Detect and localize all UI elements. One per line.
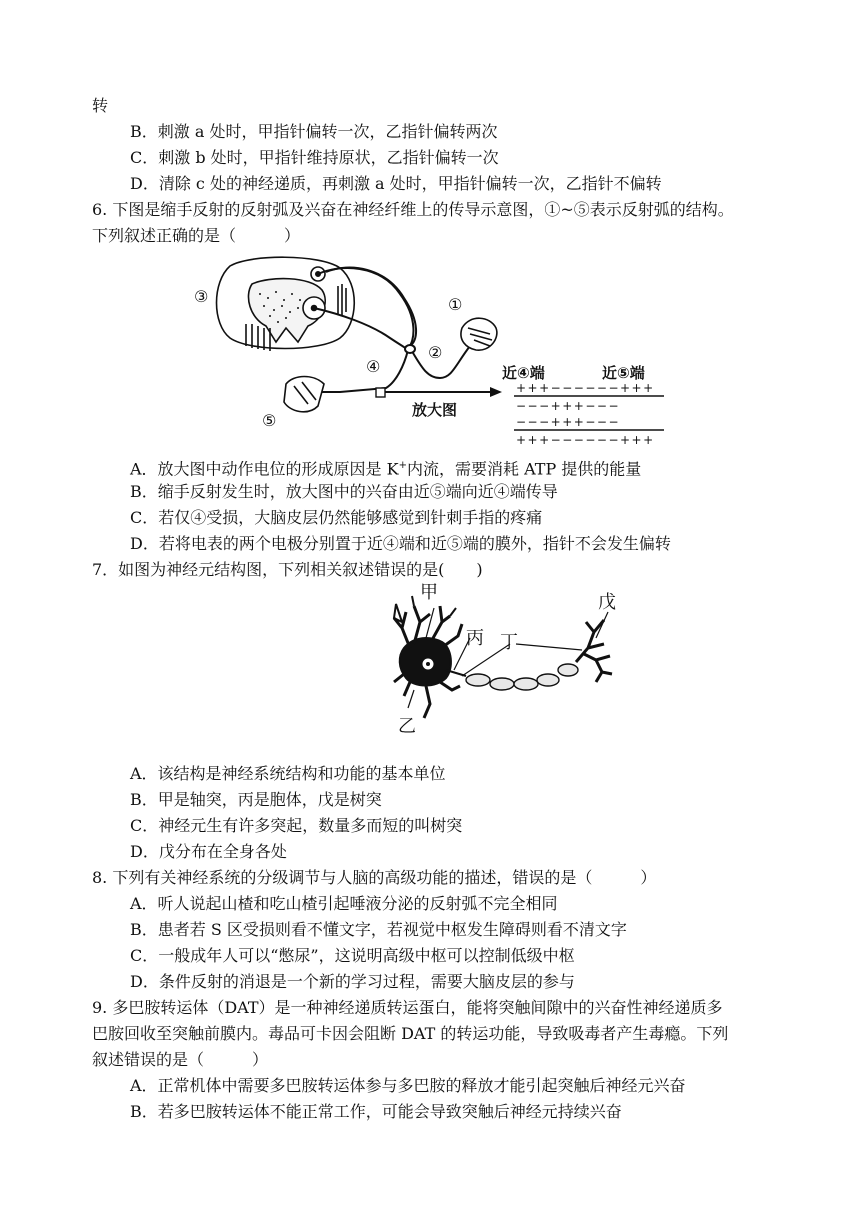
- membrane-row-4: +++−−−−−−+++: [516, 433, 655, 447]
- electrode-marker: [376, 388, 385, 397]
- q6-option-a: [130, 455, 641, 480]
- q5-option-b: B．刺激 a 处时，甲指针偏转一次，乙指针偏转两次: [130, 122, 498, 141]
- q7-option-d: D．戊分布在全身各处: [130, 842, 287, 861]
- q8-stem: 8. 下列有关神经系统的分级调节与人脑的高级功能的描述，错误的是（ ）: [92, 868, 657, 887]
- q8-option-c: C．一般成年人可以“憋尿”，这说明高级中枢可以控制低级中枢: [130, 946, 575, 965]
- neuron-cell-body: [394, 596, 462, 718]
- axon-myelin: [446, 664, 578, 690]
- q6-option-a-sup: +: [398, 460, 407, 471]
- q9-option-a: A．正常机体中需要多巴胺转运体参与多巴胺的释放才能引起突触后神经元兴奋: [130, 1076, 686, 1095]
- label-ding: 丁: [500, 632, 518, 653]
- label-4: ④: [366, 357, 381, 376]
- membrane-row-3: −−−+++−−−: [516, 415, 620, 429]
- q7-stem: 7．如图为神经元结构图，下列相关叙述错误的是( ): [92, 560, 483, 579]
- q9-stem-line2: 巴胺回收至突触前膜内。毒品可卡因会阻断 DAT 的转运功能，导致吸毒者产生毒瘾。下列: [92, 1024, 729, 1043]
- q7-option-a: A．该结构是神经系统结构和功能的基本单位: [130, 764, 446, 783]
- q9-stem-line3: 叙述错误的是（ ）: [92, 1050, 269, 1069]
- q6-option-c: C．若仅④受损，大脑皮层仍然能够感觉到针刺手指的疼痛: [130, 508, 543, 527]
- q9-option-b: B．若多巴胺转运体不能正常工作，可能会导致突触后神经元持续兴奋: [130, 1102, 622, 1121]
- reflex-arc-figure: [190, 254, 670, 449]
- q6-stem-line2: 下列叙述正确的是（ ）: [92, 226, 301, 245]
- label-5: ⑤: [262, 411, 277, 430]
- q8-option-b: B．患者若 S 区受损则看不懂文字，若视觉中枢发生障碍则看不清文字: [130, 920, 627, 939]
- q6-option-a-text2: 内流，需要消耗 ATP 提供的能量: [407, 459, 642, 479]
- label-2: ②: [428, 343, 443, 362]
- membrane-enlarged-view: [514, 381, 664, 447]
- q8-option-d: D．条件反射的消退是一个新的学习过程，需要大脑皮层的参与: [130, 972, 575, 991]
- enlarge-label: 放大图: [412, 401, 458, 419]
- label-bing: 丙: [466, 628, 484, 649]
- label-1: ①: [448, 295, 463, 314]
- arrow-icon: [490, 387, 502, 397]
- neuron-figure: [390, 578, 630, 743]
- q8-option-a: A．听人说起山楂和吃山楂引起唾液分泌的反射弧不完全相同: [130, 894, 558, 913]
- q7-option-b: B．甲是轴突，丙是胞体，戊是树突: [130, 790, 382, 809]
- axon-terminal: [576, 620, 612, 682]
- q5-continuation: 转: [92, 96, 109, 115]
- near-4-end-label: 近④端: [502, 364, 545, 382]
- effector-structure-1: [461, 318, 497, 350]
- membrane-row-1: +++−−−−−−+++: [516, 381, 655, 395]
- near-5-end-label: 近⑤端: [602, 364, 645, 382]
- q5-option-d: D．清除 c 处的神经递质，再刺激 a 处时，甲指针偏转一次，乙指针不偏转: [130, 174, 662, 193]
- muscle-structure-5: [284, 377, 324, 412]
- q6-option-a-text1: A．放大图中动作电位的形成原因是 K: [130, 459, 399, 479]
- q9-stem-line1: 9. 多巴胺转运体（DAT）是一种神经递质转运蛋白，能将突触间隙中的兴奋性神经递质多: [92, 998, 723, 1017]
- q6-stem-line1: 6. 下图是缩手反射的反射弧及兴奋在神经纤维上的传导示意图，①~⑤表示反射弧的结构。: [92, 200, 734, 219]
- label-yi: 乙: [398, 716, 416, 737]
- label-jia: 甲: [420, 582, 438, 603]
- membrane-row-2: −−−+++−−−: [516, 399, 620, 413]
- q6-option-b: B．缩手反射发生时，放大图中的兴奋由近⑤端向近④端传导: [130, 482, 558, 501]
- q7-option-c: C．神经元生有许多突起，数量多而短的叫树突: [130, 816, 463, 835]
- label-3: ③: [194, 287, 209, 306]
- spinal-cord-section: [217, 257, 355, 351]
- q5-option-c: C．刺激 b 处时，甲指针维持原状，乙指针偏转一次: [130, 148, 499, 167]
- label-wu: 戊: [598, 592, 616, 613]
- q6-option-d: D．若将电表的两个电极分别置于近④端和近⑤端的膜外，指针不会发生偏转: [130, 534, 671, 553]
